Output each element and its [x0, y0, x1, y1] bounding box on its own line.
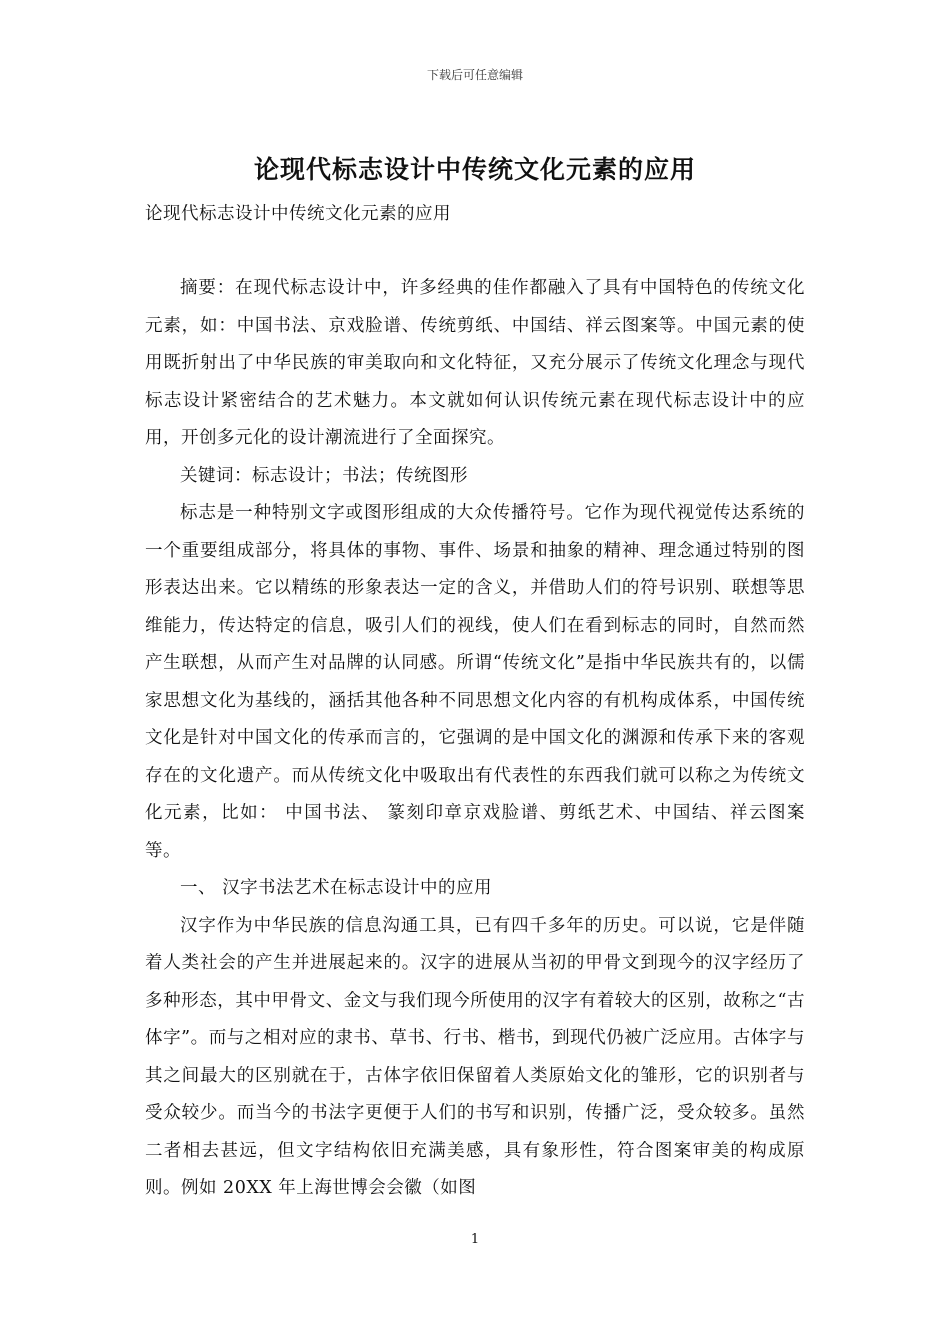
- page-number: 1: [470, 1232, 480, 1247]
- abstract-paragraph: 摘要：在现代标志设计中，许多经典的佳作都融入了具有中国特色的传统文化元素，如：中国书法、京戏脸谱、传统剪纸、中国结、祥云图案等。中国元素的使用既折射出了中华民族的审美取向和文化特征，又充分展示了传统文化理念与现代标志设计紧密结合的艺术魅力。本文就如何认识传统元素在现代标志设计中的应用，开创多元化的设计潮流进行了全面探究。: [145, 278, 805, 448]
- document-title: 论现代标志设计中传统文化元素的应用: [253, 155, 696, 184]
- keywords-paragraph: 关键词：标志设计；书法；传统图形: [180, 465, 468, 486]
- intro-paragraph: 标志是一种特别文字或图形组成的大众传播符号。它作为现代视觉传达系统的一个重要组成部分，将具体的事物、事件、场景和抽象的精神、理念通过特别的图形表达出来。它以精练的形象表达一定的含义，并借助人们的符号识别、联想等思维能力，传达特定的信息，吸引人们的视线，使人们在看到标志的同时，自然而然产生联想，从而产生对品牌的认同感。所谓“传统文化”是指中华民族共有的，以儒家思想文化为基线的，涵括其他各种不同思想文化内容的有机构成体系，中国传统文化是针对中国文化的传承而言的，它强调的是中国文化的渊源和传承下来的客观存在的文化遗产。而从传统文化中吸取出有代表性的东西我们就可以称之为传统文化元素，比如： 中国书法、 篆刻印章京戏脸谱、剪纸艺术、中国结、祥云图案等。: [145, 503, 805, 861]
- document-body: [145, 270, 805, 1208]
- section-heading: 一、 汉字书法艺术在标志设计中的应用: [180, 878, 493, 898]
- page-header-note: 下载后可任意编辑: [426, 68, 523, 82]
- document-subtitle: 论现代标志设计中传统文化元素的应用: [145, 204, 451, 224]
- section-paragraph: 汉字作为中华民族的信息沟通工具，已有四千多年的历史。可以说，它是伴随着人类社会的产生并进展起来的。汉字的进展从当初的甲骨文到现今的汉字经历了多种形态，其中甲骨文、金文与我们现今所使用的汉字有着较大的区别，故称之“古体字”。而与之相对应的隶书、草书、行书、楷书，到现代仍被广泛应用。古体字与其之间最大的区别就在于，古体字依旧保留着人类原始文化的雏形，它的识别者与受众较少。而当今的书法字更便于人们的书写和识别，传播广泛，受众较多。虽然二者相去甚远，但文字结构依旧充满美感，具有象形性，符合图案审美的构成原则。例如 20XX 年上海世博会会徽（如图: [145, 915, 805, 1198]
